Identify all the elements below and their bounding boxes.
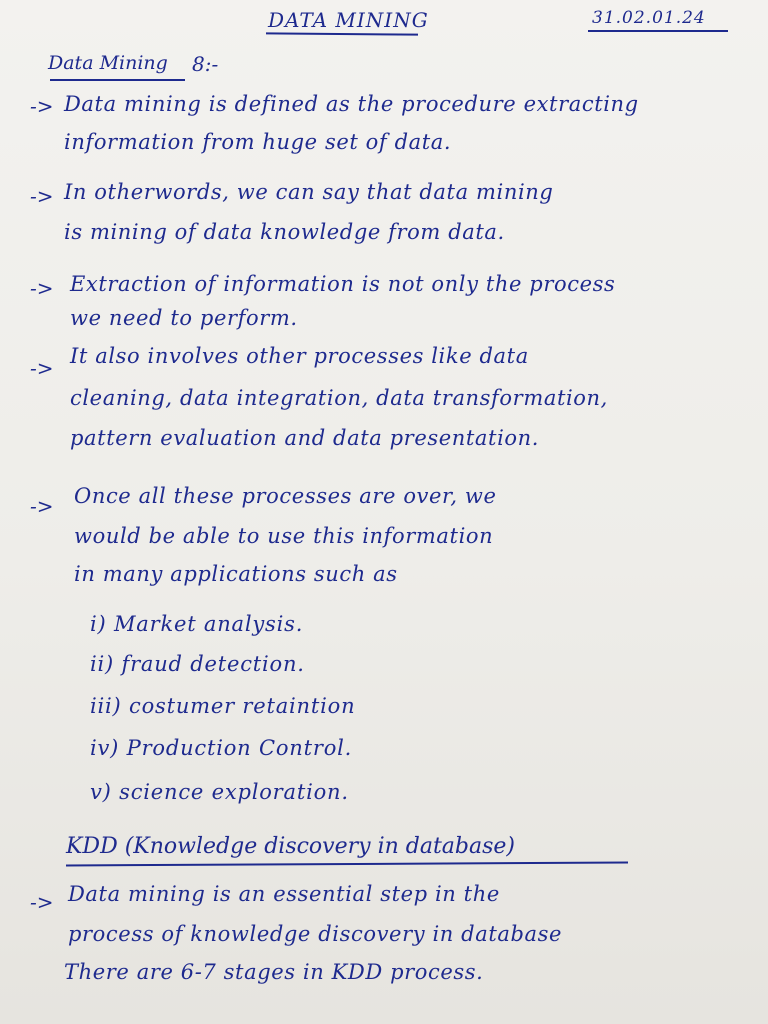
text-line: cleaning, data integration, data transformation, (70, 386, 608, 410)
text-line: Extraction of information is not only the process (70, 272, 616, 296)
text-line: It also involves other processes like data (70, 344, 529, 368)
bullet-arrow: -> (30, 356, 54, 380)
page-title: DATA MINING (268, 8, 429, 32)
bullet-arrow: -> (30, 94, 54, 118)
list-item: ii) fraud detection. (90, 652, 305, 676)
text-line: In otherwords, we can say that data mining (64, 180, 554, 204)
list-item: iv) Production Control. (90, 736, 353, 760)
bullet-arrow: -> (30, 494, 54, 518)
text-line: information from huge set of data. (64, 130, 452, 154)
section-heading-underline (50, 79, 185, 81)
text-line: pattern evaluation and data presentation. (70, 426, 540, 450)
kdd-heading: KDD (Knowledge discovery in database) (66, 834, 516, 859)
text-line: we need to perform. (70, 306, 298, 330)
list-item: i) Market analysis. (90, 612, 304, 636)
title-underline (266, 32, 418, 35)
list-item: iii) costumer retaintion (90, 694, 356, 718)
text-line: would be able to use this information (74, 524, 494, 548)
text-line: Once all these processes are over, we (74, 484, 497, 508)
bullet-arrow: -> (30, 276, 54, 300)
text-line: Data mining is defined as the procedure extracting (64, 92, 639, 116)
list-item: v) science exploration. (90, 780, 349, 804)
text-line: in many applications such as (74, 562, 398, 586)
bullet-arrow: -> (30, 890, 54, 914)
section-heading: Data Mining (48, 52, 168, 74)
date-underline (588, 30, 728, 32)
text-line: There are 6-7 stages in KDD process. (64, 960, 484, 984)
kdd-heading-underline (66, 862, 628, 867)
section-heading-mark: 8:- (192, 52, 219, 76)
bullet-arrow: -> (30, 184, 54, 208)
text-line: Data mining is an essential step in the (68, 882, 500, 906)
page-date: 31.02.01.24 (592, 8, 706, 28)
text-line: process of knowledge discovery in database (68, 922, 563, 946)
text-line: is mining of data knowledge from data. (64, 220, 505, 244)
